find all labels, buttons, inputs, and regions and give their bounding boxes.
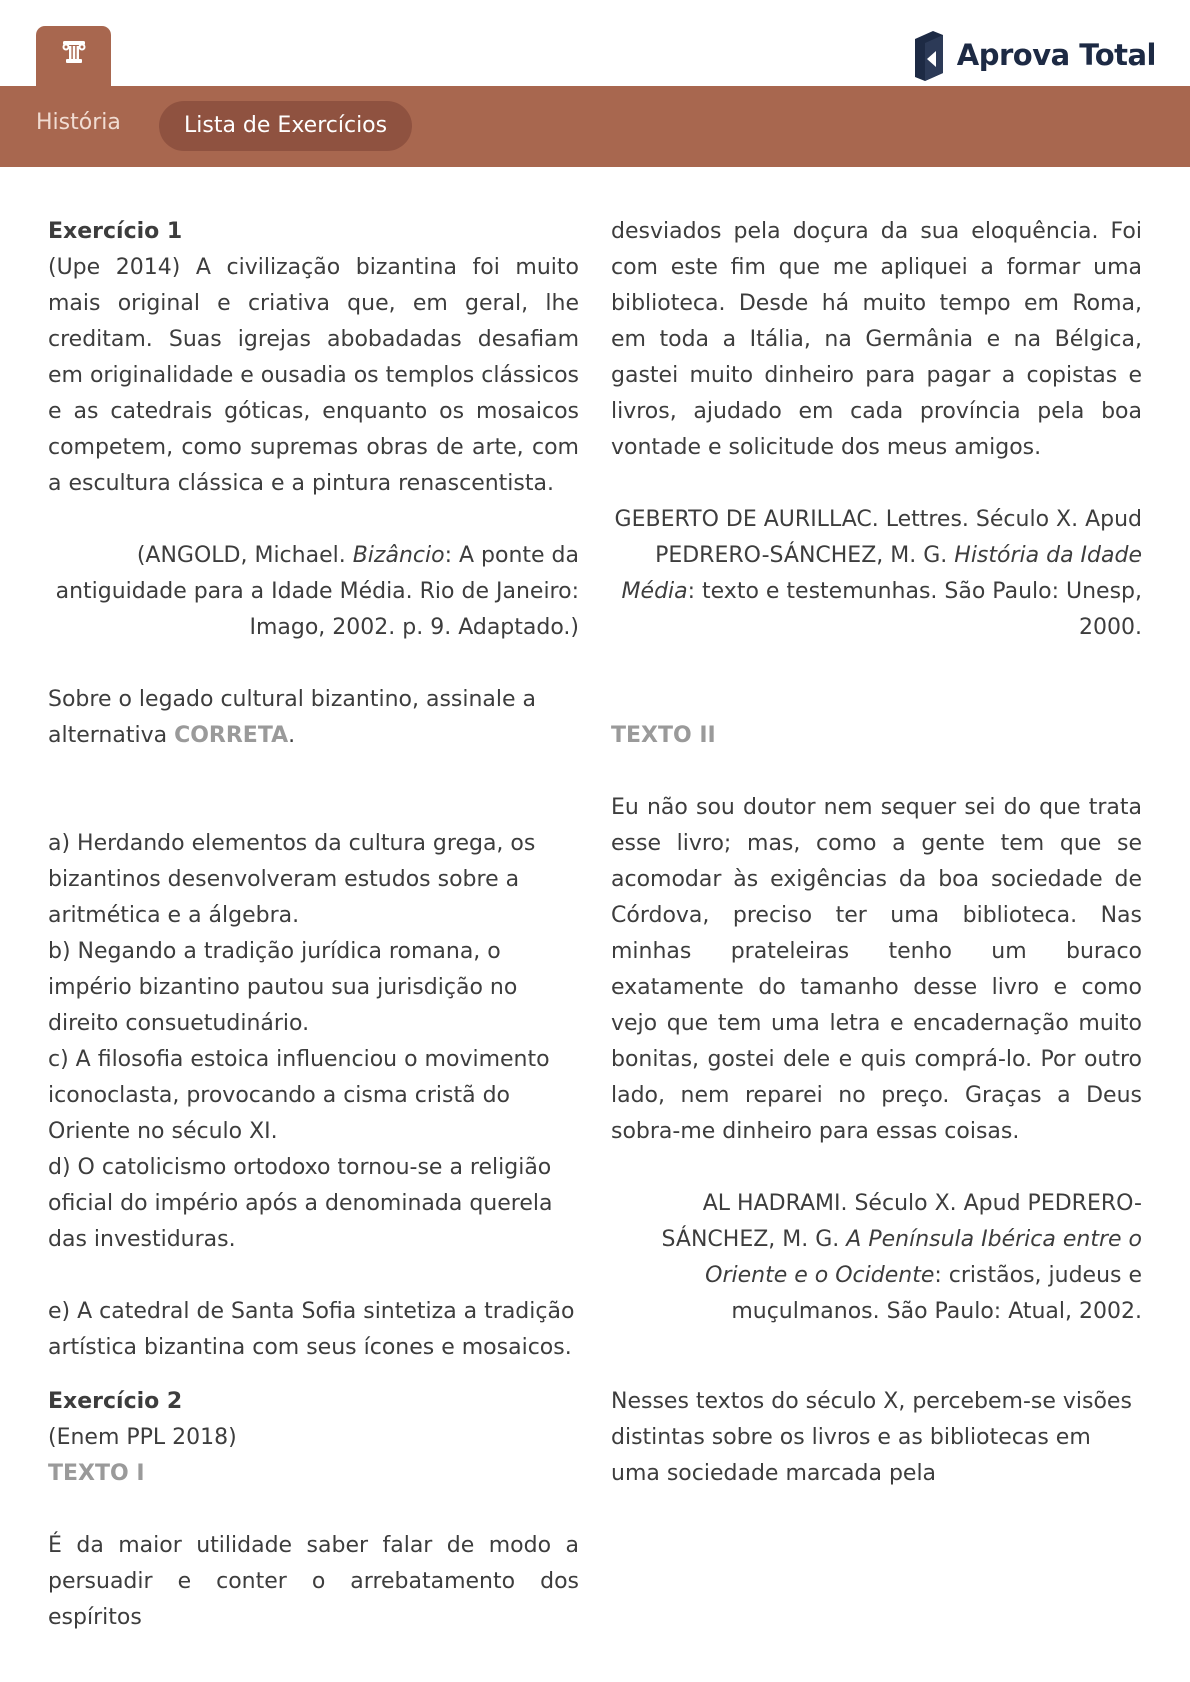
left-column [48,214,579,1636]
option-d: d) O catolicismo ortodoxo tornou-se a religião oficial do império após a denominada querela das investiduras. [48,1155,553,1252]
option-b: b) Negando a tradição jurídica romana, o império bizantino pautou sua jurisdição no direito consuetudinário. [48,939,518,1036]
section-pill: Lista de Exercícios [159,101,412,151]
exercise-1-text: (Upe 2014) A civilização bizantina foi muito mais original e criativa que, em geral, lhe creditam. Suas igrejas abobadadas desafiam em originalidade e ousadia os templos clássicos e as catedrais góticas, enquanto os mosaicos competem, como supremas obras de arte, com a escultura clássica e a pintura renascentista. [48,255,579,496]
exercise-2-question: Nesses textos do século X, percebem-se visões distintas sobre os livros e as bibliotecas em uma sociedade marcada pela [611,1389,1132,1486]
option-a: a) Herdando elementos da cultura grega, os bizantinos desenvolveram estudos sobre a aritmética e a álgebra. [48,831,536,928]
text-2-citation: AL HADRAMI. Século X. Apud PEDRERO-SÁNCHEZ, M. G. A Península Ibérica entre o Oriente e o Ocidente: cristãos, judeus e muçulmanos. São Paulo: Atual, 2002. [661,1191,1142,1324]
text-2-label: TEXTO II [611,723,716,748]
exercise-2-title: Exercício 2 [48,1389,183,1414]
text-2-body: Eu não sou doutor nem sequer sei do que trata esse livro; mas, como a gente tem que se acomodar às exigências da boa sociedade de Córdova, preciso ter uma biblioteca. Nas minhas prateleiras tenho um buraco exatamente do tamanho desse livro e como vejo que tem uma letra e encadernação muito bonitas, gostei dele e quis comprá-lo. Por outro lado, nem reparei no preço. Graças a Deus sobra-me dinheiro para essas coisas. [611,795,1142,1144]
subject-tab [36,26,111,88]
subject-label: História [36,110,121,135]
right-column [611,214,1142,1492]
text-1-start: É da maior utilidade saber falar de modo a persuadir e conter o arrebatamento dos espíritos [48,1533,579,1630]
exercise-1-title: Exercício 1 [48,219,183,244]
exercise-2-source: (Enem PPL 2018) [48,1425,237,1450]
column-icon [61,40,87,64]
text-1-label: TEXTO I [48,1461,145,1486]
option-c: c) A filosofia estoica influenciou o movimento iconoclasta, provocando a cisma cristã do Oriente no século XI. [48,1047,550,1144]
text-1-continuation: desviados pela doçura da sua eloquência. Foi com este fim que me apliquei a formar uma biblioteca. Desde há muito tempo em Roma, em toda a Itália, na Germânia e na Bélgica, gastei muito dinheiro para pagar a copistas e livros, ajudado em cada província pela boa vontade e solicitude dos meus amigos. [611,219,1142,460]
option-e: e) A catedral de Santa Sofia sintetiza a tradição artística bizantina com seus ícones e mosaicos. [48,1299,575,1360]
aprova-total-logo [911,29,1156,81]
exercise-1-question: Sobre o legado cultural bizantino, assinale a alternativa CORRETA. [48,687,537,748]
logo-text: Aprova Total [956,38,1156,72]
book-logo-icon [911,29,947,81]
text-1-citation: GEBERTO DE AURILLAC. Lettres. Século X. Apud PEDRERO-SÁNCHEZ, M. G. História da Idade Média: texto e testemunhas. São Paulo: Unesp, 2000. [614,507,1142,640]
exercise-1-citation: (ANGOLD, Michael. Bizâncio: A ponte da antiguidade para a Idade Média. Rio de Janeiro: Imago, 2002. p. 9. Adaptado.) [55,543,579,640]
